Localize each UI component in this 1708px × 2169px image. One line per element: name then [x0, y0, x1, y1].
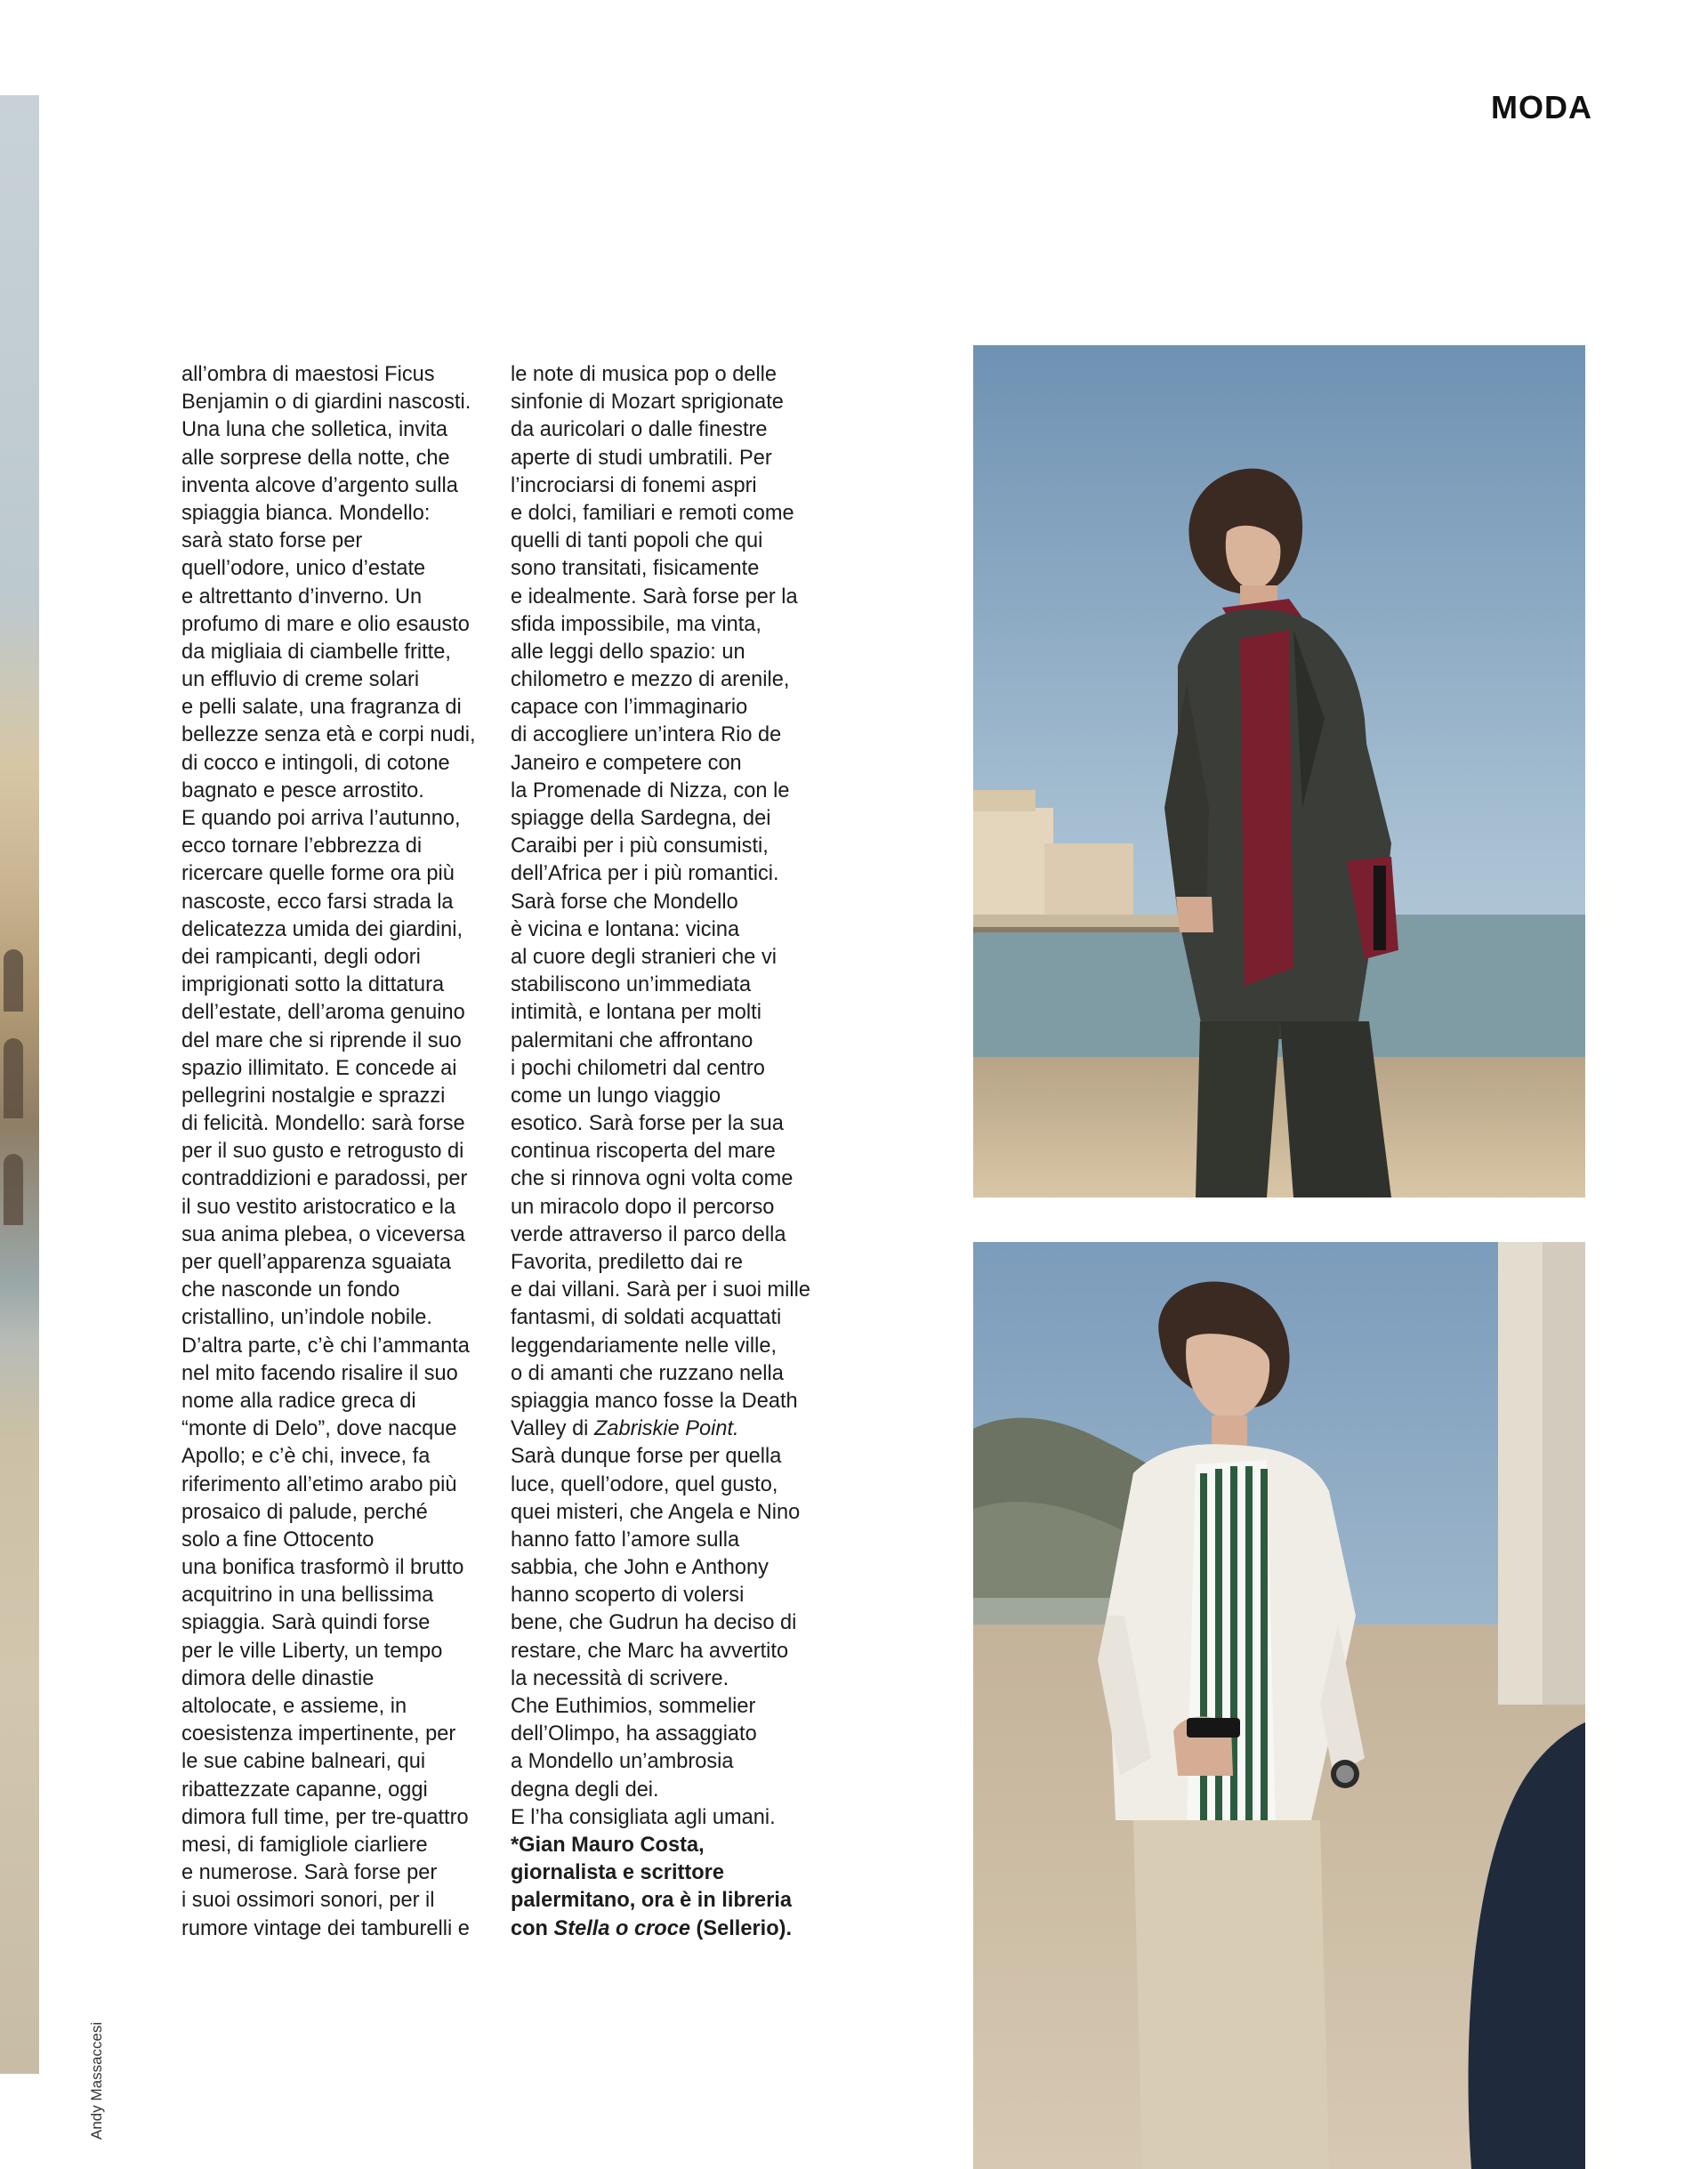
left-page-photo-edge	[0, 95, 39, 2074]
text-run: di felicità. Mondello: sarà forse	[181, 1112, 465, 1136]
text-line	[511, 1277, 831, 1304]
text-line	[181, 916, 502, 944]
text-line	[181, 1443, 502, 1471]
text-line	[181, 1194, 502, 1222]
fashion-photo-1	[973, 345, 1585, 1197]
text-run: le sue cabine balneari, qui	[181, 1750, 426, 1774]
text-line	[511, 1804, 831, 1832]
text-line	[181, 445, 502, 472]
text-line	[511, 916, 831, 944]
text-line	[181, 1832, 502, 1859]
section-label: MODA	[1491, 89, 1592, 125]
photo-credit	[88, 1962, 115, 2140]
text-line	[181, 1804, 502, 1832]
photographer-name: Andy Massaccesi	[88, 2021, 105, 2140]
text-run: bellezze senza età e corpi nudi,	[181, 723, 476, 747]
text-line	[181, 1304, 502, 1332]
fashion-photo-2	[973, 1242, 1585, 2169]
text-line	[181, 472, 502, 500]
text-run: restare, che Marc ha avvertito	[511, 1639, 789, 1663]
text-line	[511, 805, 831, 833]
window-detail	[4, 949, 23, 1012]
text-line	[181, 1777, 502, 1804]
text-line	[511, 1693, 831, 1721]
text-line	[511, 1499, 831, 1527]
text-line	[511, 666, 831, 694]
text-run: da migliaia di ciambelle fritte,	[181, 640, 451, 664]
text-line	[511, 1777, 831, 1804]
text-run: degna degli dei.	[511, 1778, 659, 1802]
text-run: Benjamin o di giardini nascosti.	[181, 391, 471, 415]
text-run: quell’odore, unico d’estate	[181, 557, 426, 581]
text-line	[511, 944, 831, 972]
text-line	[181, 1554, 502, 1582]
text-run: sabbia, che John e Anthony	[511, 1556, 769, 1580]
text-line	[511, 694, 831, 722]
text-run: e altrettanto d’inverno. Un	[181, 585, 423, 609]
text-line	[511, 1638, 831, 1665]
text-line	[511, 889, 831, 916]
text-line	[181, 1249, 502, 1277]
text-run: continua riscoperta del mare	[511, 1140, 776, 1164]
text-line	[511, 1249, 831, 1277]
italic-title: Stella o croce	[553, 1916, 690, 1940]
text-line	[511, 1415, 831, 1443]
text-line	[511, 1832, 831, 1859]
text-run: stabiliscono un’immediata	[511, 973, 752, 997]
text-run: (Sellerio).	[689, 1916, 793, 1940]
text-run: palermitano, ora è in libreria	[511, 1889, 792, 1913]
text-run: un effluvio di creme solari	[181, 668, 420, 692]
text-run: e dai villani. Sarà per i suoi mille	[511, 1278, 811, 1302]
text-run: riferimento all’etimo arabo più	[181, 1472, 457, 1496]
text-run: dell’Africa per i più romantici.	[511, 862, 779, 886]
text-line	[511, 1748, 831, 1776]
text-run: acquitrino in una bellissima	[181, 1584, 434, 1608]
text-run: spazio illimitato. E concede ai	[181, 1056, 457, 1080]
text-run: le note di musica pop o delle	[511, 363, 777, 386]
text-line	[511, 1665, 831, 1693]
text-run: dell’Olimpo, ha assaggiato	[511, 1722, 757, 1746]
text-run: del mare che si riprende il suo	[181, 1028, 462, 1052]
text-run: prosaico di palude, perché	[181, 1500, 428, 1524]
text-run: e dolci, familiari e remoti come	[511, 501, 794, 525]
text-run: sono transitati, fisicamente	[511, 557, 760, 581]
text-line	[511, 611, 831, 639]
text-run: per le ville Liberty, un tempo	[181, 1639, 443, 1663]
text-line	[511, 1721, 831, 1748]
text-run: hanno fatto l’amore sulla	[511, 1528, 740, 1552]
text-line	[511, 778, 831, 805]
text-run: E quando poi arriva l’autunno,	[181, 807, 461, 830]
text-run: una bonifica trasformò il brutto	[181, 1556, 464, 1580]
text-run: cristallino, un’indole nobile.	[181, 1306, 432, 1330]
text-run: coesistenza impertinente, per	[181, 1722, 456, 1746]
text-run: che nasconde un fondo	[181, 1278, 400, 1302]
text-run: bagnato e pesce arrostito.	[181, 778, 424, 802]
article-column-2	[511, 361, 831, 1943]
text-run: il suo vestito aristocratico e la	[181, 1195, 456, 1219]
text-line	[511, 750, 831, 778]
text-run: quei misteri, che Angela e Nino	[511, 1500, 801, 1524]
text-run: spiaggia manco fosse la Death	[511, 1389, 798, 1413]
text-line	[181, 833, 502, 860]
text-run: da auricolari o dalle finestre	[511, 418, 768, 442]
text-run: hanno scoperto di volersi	[511, 1584, 745, 1608]
text-line	[511, 833, 831, 860]
text-line	[511, 999, 831, 1027]
text-line	[181, 694, 502, 722]
text-line	[181, 555, 502, 583]
text-run: delicatezza umida dei giardini,	[181, 917, 463, 941]
text-line	[511, 1110, 831, 1138]
text-line	[181, 999, 502, 1027]
text-line	[181, 416, 502, 444]
text-run: dimora delle dinastie	[181, 1666, 375, 1690]
text-line	[511, 389, 831, 416]
text-line	[181, 860, 502, 888]
text-run: bene, che Gudrun ha deciso di	[511, 1611, 797, 1635]
text-line	[181, 1110, 502, 1138]
text-run: solo a fine Ottocento	[181, 1528, 375, 1552]
text-run: nascoste, ecco farsi strada la	[181, 890, 454, 914]
text-line	[181, 1415, 502, 1443]
text-run: è vicina e lontana: vicina	[511, 917, 740, 941]
text-run: come un lungo viaggio	[511, 1084, 721, 1108]
text-line	[181, 944, 502, 972]
text-line	[181, 778, 502, 805]
text-line	[181, 1028, 502, 1055]
text-line	[181, 1665, 502, 1693]
text-run: la necessità di scrivere.	[511, 1666, 729, 1690]
text-line	[181, 1222, 502, 1249]
text-line	[181, 1472, 502, 1499]
text-run: dei rampicanti, degli odori	[181, 945, 421, 969]
text-run: giornalista e scrittore	[511, 1861, 724, 1885]
text-line	[511, 1527, 831, 1554]
photo-1-illustration	[973, 345, 1585, 1197]
text-line	[511, 1859, 831, 1887]
text-line	[511, 1582, 831, 1609]
text-line	[511, 1138, 831, 1165]
text-run: aperte di studi umbratili. Per	[511, 446, 772, 470]
text-run: la Promenade di Nizza, con le	[511, 778, 790, 802]
text-run: sinfonie di Mozart sprigionate	[511, 391, 784, 415]
text-run: Favorita, prediletto dai re	[511, 1251, 743, 1274]
text-run: sua anima plebea, o viceversa	[181, 1222, 465, 1246]
text-run: *Gian Mauro Costa,	[511, 1833, 705, 1857]
text-line	[181, 666, 502, 694]
text-run: l’incrociarsi di fonemi aspri	[511, 473, 757, 497]
text-line	[511, 1222, 831, 1249]
text-line	[181, 750, 502, 778]
text-line	[181, 1609, 502, 1637]
text-run: Valley di	[511, 1417, 594, 1441]
text-line	[511, 722, 831, 749]
window-detail	[4, 1038, 23, 1118]
text-run: contraddizioni e paradossi, per	[181, 1167, 468, 1191]
text-run: alle sorprese della notte, che	[181, 446, 450, 470]
text-run: quelli di tanti popoli che qui	[511, 529, 763, 553]
text-line	[511, 528, 831, 555]
text-run: i pochi chilometri dal centro	[511, 1056, 765, 1080]
text-run: pellegrini nostalgie e sprazzi	[181, 1084, 446, 1108]
text-line	[511, 860, 831, 888]
text-line	[181, 805, 502, 833]
text-run: un miracolo dopo il percorso	[511, 1195, 775, 1219]
text-run: che si rinnova ogni volta come	[511, 1167, 794, 1191]
text-run: alle leggi dello spazio: un	[511, 640, 745, 664]
text-line	[181, 1887, 502, 1915]
text-run: imprigionati sotto la dittatura	[181, 973, 445, 997]
text-run: chilometro e mezzo di arenile,	[511, 668, 790, 692]
text-line	[511, 1609, 831, 1637]
text-line	[181, 389, 502, 416]
text-run: o di amanti che ruzzano nella	[511, 1361, 784, 1385]
text-run: i suoi ossimori sonori, per il	[181, 1889, 435, 1913]
text-line	[511, 555, 831, 583]
text-run: Caraibi per i più consumisti,	[511, 835, 769, 859]
text-run: ribattezzate capanne, oggi	[181, 1778, 428, 1802]
text-line	[511, 1887, 831, 1915]
text-run: ecco tornare l’ebbrezza di	[181, 835, 423, 859]
text-line	[511, 1915, 831, 1943]
text-line	[181, 1859, 502, 1887]
text-run: dimora full time, per tre-quattro	[181, 1805, 469, 1829]
text-line	[181, 1582, 502, 1609]
text-line	[181, 1748, 502, 1776]
text-run: mesi, di famigliole ciarliere	[181, 1833, 428, 1857]
text-line	[511, 1443, 831, 1471]
text-line	[181, 1138, 502, 1165]
text-line	[181, 1277, 502, 1304]
text-run: e pelli salate, una fragranza di	[181, 696, 462, 720]
text-line	[511, 472, 831, 500]
text-line	[181, 611, 502, 639]
italic-title: Zabriskie Point.	[593, 1417, 739, 1441]
text-run: per quell’apparenza sguaiata	[181, 1251, 452, 1274]
text-run: fantasmi, di soldati acquattati	[511, 1306, 782, 1330]
text-run: Janeiro e competere con	[511, 751, 742, 775]
text-line	[181, 889, 502, 916]
text-run: Sarà dunque forse per quella	[511, 1445, 782, 1469]
text-line	[181, 1527, 502, 1554]
text-line	[511, 972, 831, 999]
text-line	[511, 1388, 831, 1415]
article-column-1	[181, 361, 502, 1943]
text-run: leggendariamente nelle ville,	[511, 1334, 777, 1358]
text-run: capace con l’immaginario	[511, 696, 748, 720]
text-run: spiaggia. Sarà quindi forse	[181, 1611, 431, 1635]
text-run: E l’ha consigliata agli umani.	[511, 1805, 776, 1829]
window-detail	[4, 1154, 23, 1225]
text-line	[511, 584, 831, 611]
text-run: intimità, e lontana per molti	[511, 1001, 761, 1025]
text-line	[181, 528, 502, 555]
text-run: di cocco e intingoli, di cotone	[181, 751, 450, 775]
text-line	[511, 1360, 831, 1388]
text-run: spiaggia bianca. Mondello:	[181, 501, 431, 525]
text-line	[181, 639, 502, 666]
text-line	[511, 1554, 831, 1582]
text-run: a Mondello un’ambrosia	[511, 1750, 734, 1774]
text-run: spiagge della Sardegna, dei	[511, 807, 771, 830]
text-line	[511, 1472, 831, 1499]
text-line	[181, 1915, 502, 1943]
text-run: nome alla radice greca di	[181, 1389, 416, 1413]
text-run: e numerose. Sarà forse per	[181, 1861, 438, 1885]
text-run: Apollo; e c’è chi, invece, fa	[181, 1445, 431, 1469]
text-line	[181, 1055, 502, 1083]
text-line	[181, 1693, 502, 1721]
text-run: all’ombra di maestosi Ficus	[181, 363, 435, 386]
text-line	[181, 1721, 502, 1748]
text-run: inventa alcove d’argento sulla	[181, 473, 458, 497]
text-line	[181, 361, 502, 389]
text-line	[511, 1333, 831, 1360]
text-run: per il suo gusto e retrogusto di	[181, 1140, 464, 1164]
text-run: palermitani che affrontano	[511, 1028, 753, 1052]
text-line	[181, 1388, 502, 1415]
text-line	[181, 1165, 502, 1193]
text-run: di accogliere un’intera Rio de	[511, 723, 782, 747]
text-line	[181, 1333, 502, 1360]
text-run: verde attraverso il parco della	[511, 1222, 786, 1246]
text-line	[181, 972, 502, 999]
text-line	[511, 1055, 831, 1083]
text-run: “monte di Delo”, dove nacque	[181, 1417, 457, 1441]
text-line	[511, 416, 831, 444]
text-run: esotico. Sarà forse per la sua	[511, 1112, 784, 1136]
text-run: al cuore degli stranieri che vi	[511, 945, 777, 969]
text-line	[511, 361, 831, 389]
text-line	[181, 1083, 502, 1110]
text-line	[511, 1304, 831, 1332]
text-line	[181, 1499, 502, 1527]
text-line	[181, 1638, 502, 1665]
text-run: Che Euthimios, sommelier	[511, 1695, 756, 1718]
text-line	[511, 1165, 831, 1193]
text-run: rumore vintage dei tamburelli e	[181, 1916, 470, 1940]
text-line	[181, 1360, 502, 1388]
text-line	[511, 1028, 831, 1055]
text-run: profumo di mare e olio esausto	[181, 612, 470, 636]
text-run: con	[511, 1916, 554, 1940]
text-line	[511, 500, 831, 528]
text-run: D’altra parte, c’è chi l’ammanta	[181, 1334, 470, 1358]
text-line	[511, 639, 831, 666]
photo-2-illustration	[973, 1242, 1585, 2169]
text-run: sfida impossibile, ma vinta,	[511, 612, 761, 636]
text-run: ricercare quelle forme ora più	[181, 862, 455, 886]
text-line	[511, 1083, 831, 1110]
text-line	[181, 500, 502, 528]
text-run: altolocate, e assieme, in	[181, 1695, 407, 1718]
text-run: Sarà forse che Mondello	[511, 890, 738, 914]
text-run: e idealmente. Sarà forse per la	[511, 585, 798, 609]
text-run: dell’estate, dell’aroma genuino	[181, 1001, 465, 1025]
text-run: Una luna che solletica, invita	[181, 418, 448, 442]
text-run: nel mito facendo risalire il suo	[181, 1361, 458, 1385]
text-line	[511, 1194, 831, 1222]
text-line	[511, 445, 831, 472]
text-run: sarà stato forse per	[181, 529, 363, 553]
text-line	[181, 584, 502, 611]
text-line	[181, 722, 502, 749]
text-run: luce, quell’odore, quel gusto,	[511, 1472, 778, 1496]
